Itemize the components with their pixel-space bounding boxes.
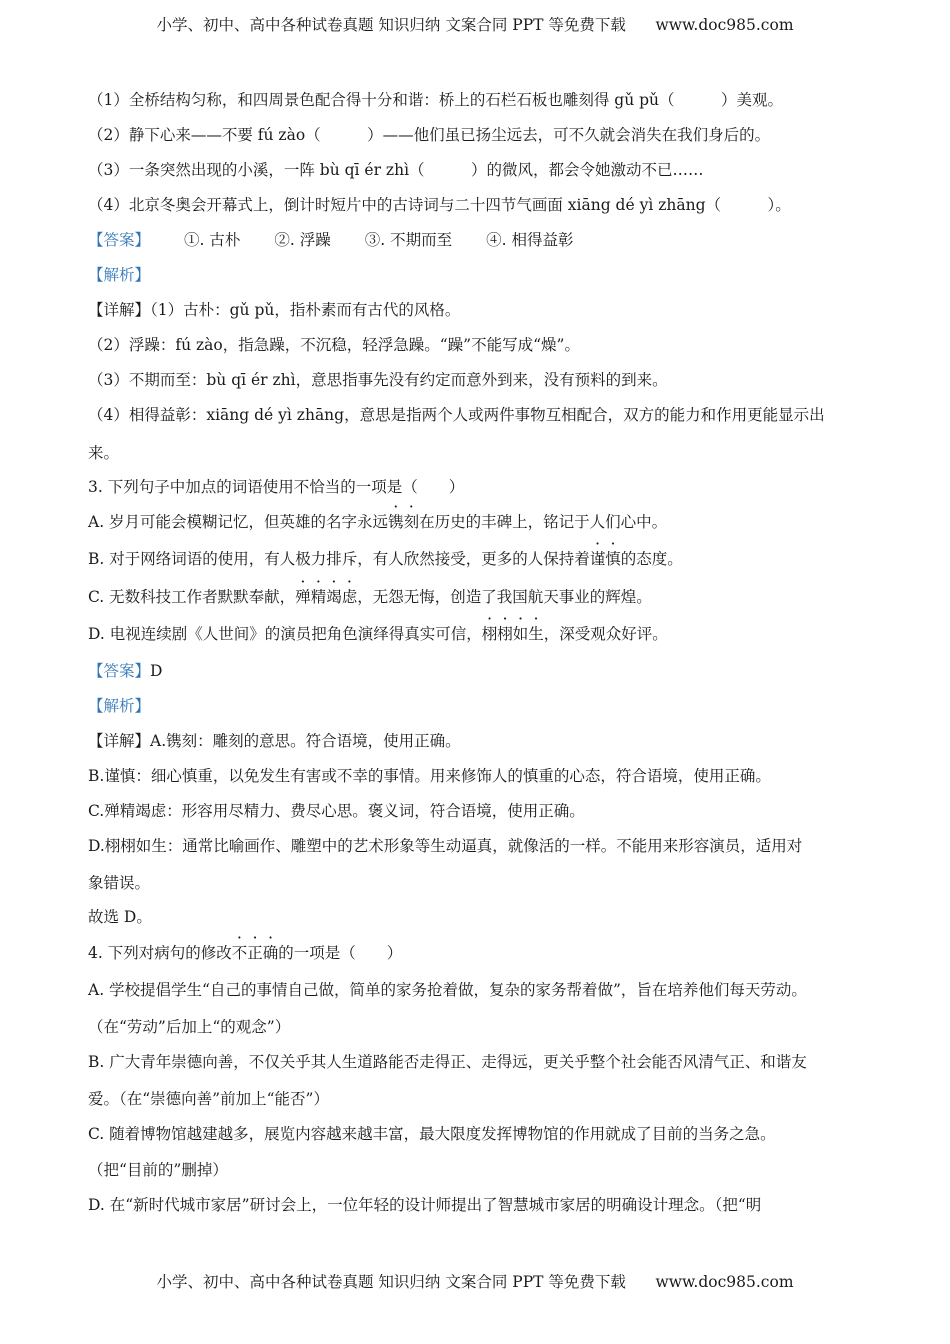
emphasis-char: 生 xyxy=(528,625,544,643)
q2-detail-2: （2）浮躁：fú zào，指急躁，不沉稳，轻浮急躁。“躁”不能写成“燥”。 xyxy=(88,336,580,354)
option-text: C. 无数科技工作者默默奉献， xyxy=(88,588,296,606)
option-text: B. 对于网络词语的使用，有人极力排斥，有人欣然接受，更多的人保持着 xyxy=(88,550,590,568)
q3-option-d xyxy=(88,624,668,644)
emphasis-char: 如 xyxy=(512,625,529,643)
detail-label: 【详解】 xyxy=(88,732,151,750)
q2-answer-line xyxy=(88,230,573,250)
q4-line-2: （在“劳动”后加上“的观念”） xyxy=(88,1018,291,1036)
dotted-word xyxy=(295,588,357,606)
q4-line-5: C. 随着博物馆越建越多，展览内容越来越丰富，最大限度发挥博物馆的作用就成了目前的当务之急。 xyxy=(88,1125,776,1143)
q2-detail-3: （3）不期而至：bù qī ér zhì，意思指事先没有约定而意外到来，没有预料的到来。 xyxy=(88,371,668,389)
emphasis-char: 竭 xyxy=(326,588,342,606)
q2-analysis-label: 【解析】 xyxy=(88,266,151,284)
q3-stem: 3. 下列句子中加点的词语使用不恰当的一项是（ ） xyxy=(88,478,465,496)
q3-detail-1 xyxy=(88,731,461,751)
q4-stem xyxy=(88,943,402,963)
emphasis-char: 栩 xyxy=(497,625,513,643)
emphasis-char: 精 xyxy=(310,588,327,606)
emphasis-char: 刻 xyxy=(403,513,420,531)
emphasis-char: 不 xyxy=(231,944,248,962)
q2-detail-5: 来。 xyxy=(88,444,120,462)
q2-item-3: （3）一条突然出现的小溪，一阵 bù qī ér zhì（ ）的微风，都会令她激动不已…… xyxy=(88,161,704,179)
q4-line-4: 爱。（在“崇德向善”前加上“能否”） xyxy=(88,1090,329,1108)
emphasis-char: 栩 xyxy=(481,625,498,643)
q4-line-7: D. 在“新时代城市家居”研讨会上，一位年轻的设计师提出了智慧城市家居的明确设计理念。（把“明 xyxy=(88,1196,762,1214)
option-text: 在历史的丰碑上，铭记于人们心中。 xyxy=(419,513,668,531)
q2-detail-text-1: （1）古朴：gǔ pǔ，指朴素而有古代的风格。 xyxy=(150,301,461,319)
q2-detail-1 xyxy=(88,300,460,320)
footer-banner-url[interactable]: www.doc985.com xyxy=(655,1273,794,1291)
header-banner-url[interactable]: www.doc985.com xyxy=(655,16,794,34)
q4-line-1: A. 学校提倡学生“自己的事情自己做，简单的家务抢着做，复杂的家务帮着做”，旨在培养他们每天劳动。 xyxy=(88,981,807,999)
option-text: 的态度。 xyxy=(620,550,683,568)
header-banner xyxy=(0,13,950,35)
q3-detail-4: D.栩栩如生：通常比喻画作、雕塑中的艺术形象等生动逼真，就像活的一样。不能用来形容演员，适用对 xyxy=(88,837,803,855)
q3-answer: D xyxy=(150,662,163,680)
q3-detail-2: B.谨慎：细心慎重，以免发生有害或不幸的事情。用来修饰人的慎重的心态，符合语境，使用正确。 xyxy=(88,767,771,785)
q3-option-b xyxy=(88,549,683,569)
q3-analysis-label: 【解析】 xyxy=(88,697,151,715)
q3-detail-5: 象错误。 xyxy=(88,874,151,892)
dotted-word xyxy=(388,513,419,531)
q2-detail-4: （4）相得益彰：xiāng dé yì zhāng，意思是指两个人或两件事物互相配合，双方的能力和作用更能显示出 xyxy=(88,406,825,424)
header-banner-text: 小学、初中、高中各种试卷真题 知识归纳 文案合同 PPT 等免费下载 xyxy=(156,16,626,34)
q3-detail-3: C.殚精竭虑：形容用尽精力、费尽心思。褒义词，符合语境，使用正确。 xyxy=(88,802,585,820)
q3-detail-text-1: A.镌刻：雕刻的意思。符合语境，使用正确。 xyxy=(150,732,461,750)
answer-4: ④. 相得益彰 xyxy=(486,231,574,249)
dotted-word xyxy=(482,625,544,643)
q2-item-1: （1）全桥结构匀称，和四周景色配合得十分和谐：桥上的石栏石板也雕刻得 gǔ pǔ（ ）美观。 xyxy=(88,91,784,109)
footer-banner xyxy=(0,1270,950,1292)
dotted-word xyxy=(590,550,621,568)
q3-option-a xyxy=(88,512,667,532)
emphasis-char: 虑 xyxy=(341,588,358,606)
answer-1: ①. 古朴 xyxy=(184,231,241,249)
footer-banner-text: 小学、初中、高中各种试卷真题 知识归纳 文案合同 PPT 等免费下载 xyxy=(156,1273,626,1291)
emphasis-char: 镌 xyxy=(388,513,404,531)
emphasis-char: 确 xyxy=(262,944,279,962)
q4-line-6: （把“目前的”删掉） xyxy=(88,1161,228,1179)
q4-line-3: B. 广大青年崇德向善，不仅关乎其人生道路能否走得正、走得远，更关乎整个社会能否风清气正、和谐友 xyxy=(88,1053,807,1071)
answer-2: ②. 浮躁 xyxy=(274,231,331,249)
q3-answer-line xyxy=(88,661,162,681)
stem-text: 的一项是（ ） xyxy=(278,944,403,962)
answer-3: ③. 不期而至 xyxy=(364,231,453,249)
option-text: A. 岁月可能会模糊记忆，但英雄的名字永远 xyxy=(88,513,389,531)
emphasis-char: 谨 xyxy=(589,550,606,568)
emphasis-char: 殚 xyxy=(295,588,311,606)
q2-item-4: （4）北京冬奥会开幕式上，倒计时短片中的古诗词与二十四节气画面 xiāng dé yì zhāng（ ）。 xyxy=(88,196,791,214)
detail-label: 【详解】 xyxy=(88,301,151,319)
q3-option-c xyxy=(88,587,652,607)
q3-detail-6: 故选 D。 xyxy=(88,908,152,926)
emphasis-char: 正 xyxy=(247,944,263,962)
emphasis-char: 慎 xyxy=(605,550,621,568)
q2-item-2: （2）静下心来——不要 fú zào（ ）——他们虽已扬尘远去，可不久就会消失在我们身后的。 xyxy=(88,126,771,144)
answer-label: 【答案】 xyxy=(88,231,151,249)
stem-text: 4. 下列对病句的修改 xyxy=(88,944,232,962)
dotted-word xyxy=(232,944,279,962)
option-text: ，无怨无悔，创造了我国航天事业的辉煌。 xyxy=(357,588,652,606)
answer-label: 【答案】 xyxy=(88,662,151,680)
option-text: D. 电视连续剧《人世间》的演员把角色演绎得真实可信， xyxy=(88,625,482,643)
option-text: ，深受观众好评。 xyxy=(543,625,668,643)
